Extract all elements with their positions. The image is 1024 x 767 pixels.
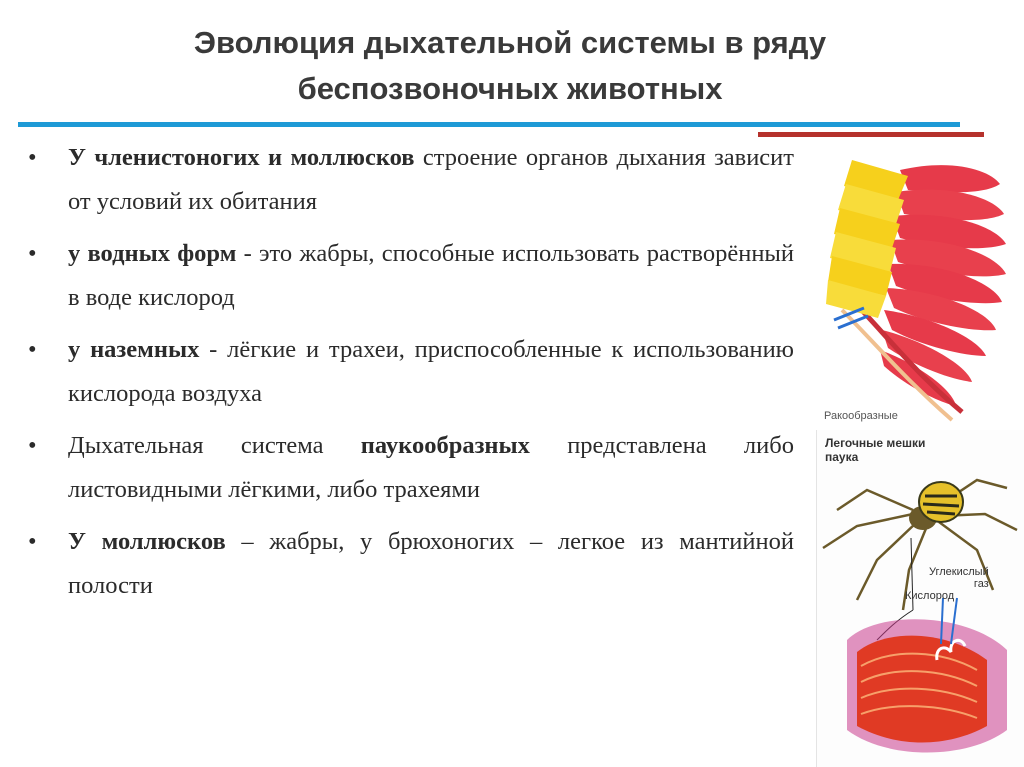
figures-column	[812, 140, 1024, 767]
bullet-item	[28, 520, 794, 608]
bullet-text: строение органов дыхания зависит от условий их обитания	[68, 144, 794, 215]
co2-label-line-1: Углекислый	[929, 566, 989, 578]
bullet-text: Дыхательная система	[68, 432, 361, 459]
bullet-item	[28, 328, 794, 416]
title-underline-blue	[18, 122, 960, 127]
spider-caption-line-1: Легочные мешки	[825, 436, 926, 450]
bullet-text: – жабры, у брюхоногих – легкое из мантийной полости	[68, 528, 794, 599]
title-line-2: беспозвоночных животных	[297, 71, 723, 106]
bullet-dot-icon: •	[28, 432, 37, 459]
crustacean-caption: Ракообразные	[824, 410, 898, 422]
bullet-item	[28, 232, 794, 320]
oxygen-label: Кислород	[905, 590, 955, 602]
bullet-bold-text: паукообразных	[360, 432, 530, 459]
spider-caption-line-2: паука	[825, 450, 859, 464]
crustacean-gills-illustration	[812, 140, 1024, 430]
spider-illustration-panel	[816, 430, 1024, 767]
bullet-list	[28, 136, 794, 608]
bullet-bold-text: у водных форм	[68, 240, 237, 267]
bullet-text: представлена либо листовидными лёгкими, либо трахеями	[68, 432, 794, 503]
bullet-bold-text: у наземных	[68, 336, 200, 363]
title-line-1: Эволюция дыхательной системы в ряду	[193, 25, 827, 60]
bullet-dot-icon: •	[28, 144, 37, 171]
spider-abdomen	[919, 482, 963, 522]
bullet-dot-icon: •	[28, 240, 37, 267]
co2-label	[929, 566, 989, 590]
slide-title	[60, 20, 960, 112]
bullet-item	[28, 424, 794, 512]
bullet-bold-text: У членистоногих и моллюсков	[68, 144, 415, 171]
bullet-text: - лёгкие и трахеи, приспособленные к использованию кислорода воздуха	[68, 336, 794, 407]
bullet-dot-icon: •	[28, 336, 37, 363]
bullet-text: - это жабры, способные использовать растворённый в воде кислород	[68, 240, 794, 311]
book-lung	[847, 619, 1007, 752]
bullet-bold-text: У моллюсков	[68, 528, 226, 555]
bullet-dot-icon: •	[28, 528, 37, 555]
bullet-item	[28, 136, 794, 224]
co2-label-line-2: газ	[973, 578, 989, 590]
